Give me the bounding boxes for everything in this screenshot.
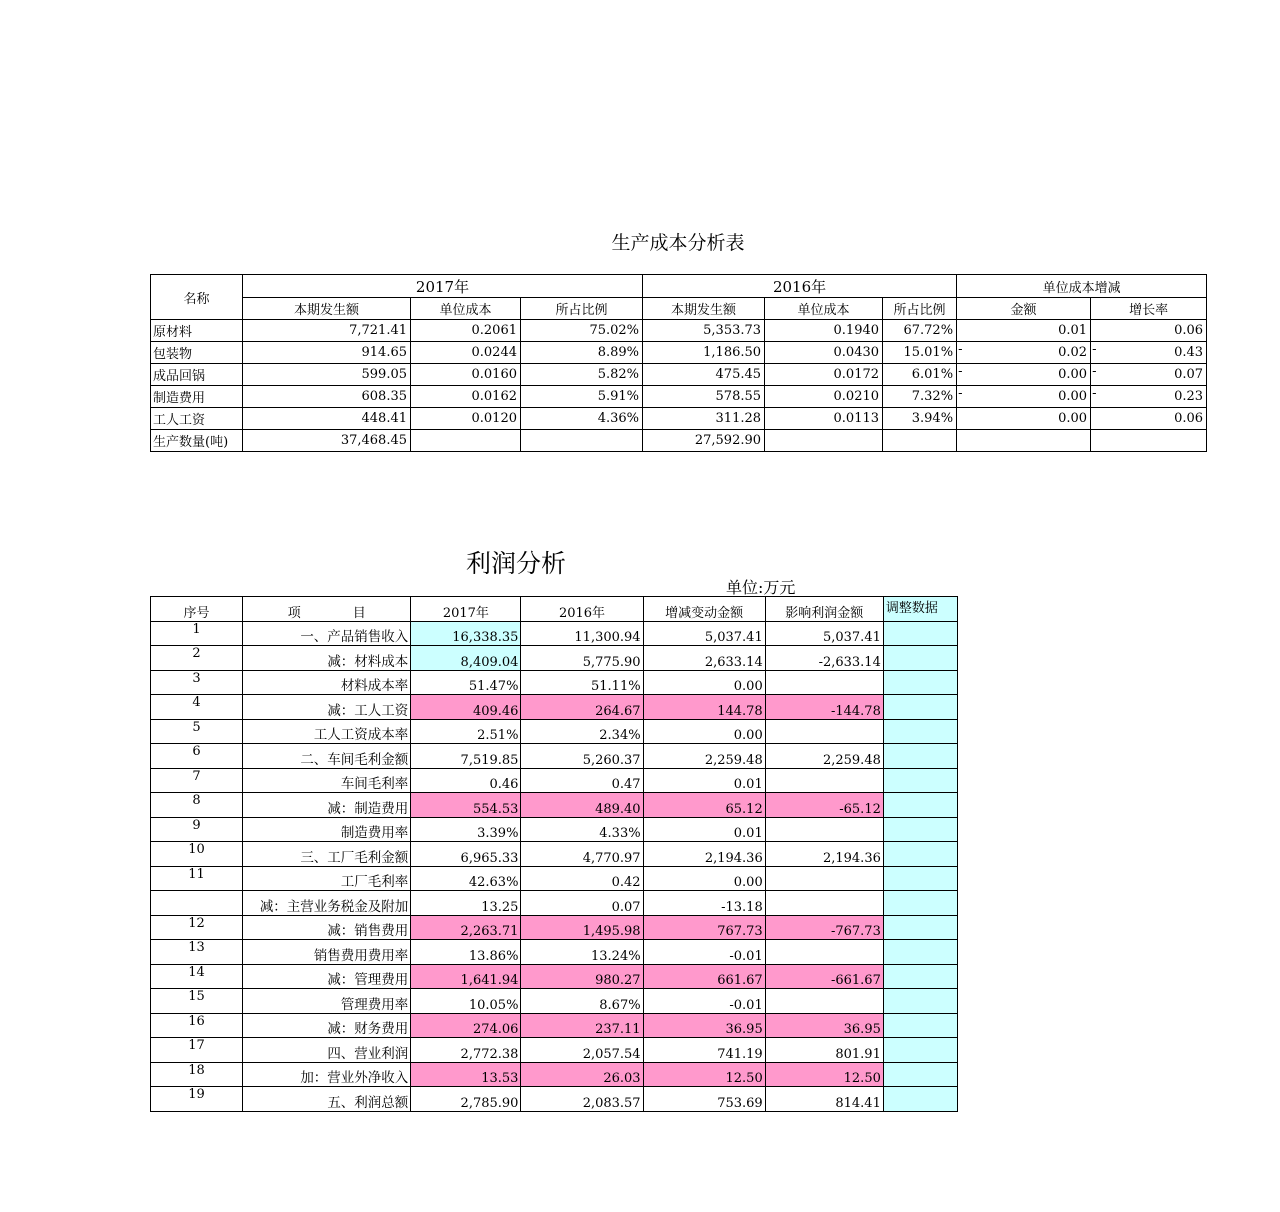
profit-row — [151, 744, 958, 769]
profit-impact-cell — [765, 940, 883, 965]
seq-cell: 1 — [151, 621, 243, 646]
seq-cell: 16 — [151, 1013, 243, 1038]
profit-row — [151, 1013, 958, 1038]
item-cell: 减：制造费用 — [243, 793, 411, 818]
profit-row — [151, 719, 958, 744]
change-amount-cell: 65.12 — [643, 793, 765, 818]
value-2016-cell: 2.34% — [521, 719, 643, 744]
value-2017-cell: 6,965.33 — [411, 842, 521, 867]
amount-2016-cell: 1,186.50 — [643, 342, 765, 364]
value-2017-cell: 42.63% — [411, 866, 521, 891]
cost-name-cell: 包装物 — [151, 342, 243, 364]
amount-2017-cell: 7,721.41 — [243, 320, 411, 342]
adjust-data-cell[interactable] — [883, 695, 957, 720]
change-amount-cell: 12.50 — [643, 1062, 765, 1087]
cost-row — [151, 408, 1207, 430]
profit-impact-cell: 36.95 — [765, 1013, 883, 1038]
sub-header: 金额 — [957, 298, 1091, 320]
value-2016-cell: 8.67% — [521, 989, 643, 1014]
item-cell: 减：主营业务税金及附加 — [243, 891, 411, 916]
profit-row — [151, 866, 958, 891]
adjust-data-cell[interactable] — [883, 964, 957, 989]
item-cell: 管理费用率 — [243, 989, 411, 1014]
seq-cell: 14 — [151, 964, 243, 989]
item-cell: 工人工资成本率 — [243, 719, 411, 744]
value-2017-cell: 1,641.94 — [411, 964, 521, 989]
change-amount-cell: 36.95 — [643, 1013, 765, 1038]
profit-row — [151, 842, 958, 867]
amount-2017-cell: 914.65 — [243, 342, 411, 364]
profit-impact-cell: -65.12 — [765, 793, 883, 818]
name-header: 名称 — [151, 275, 243, 320]
profit-impact-cell: -2,633.14 — [765, 646, 883, 671]
amount-2017-cell: 599.05 — [243, 364, 411, 386]
profit-row — [151, 646, 958, 671]
change-amount-cell: -13.18 — [643, 891, 765, 916]
amount-2016-cell: 578.55 — [643, 386, 765, 408]
profit-impact-cell: 5,037.41 — [765, 621, 883, 646]
profit-impact-cell — [765, 670, 883, 695]
cost-name-cell: 工人工资 — [151, 408, 243, 430]
amount-2017-cell: 608.35 — [243, 386, 411, 408]
adjust-data-cell[interactable] — [883, 768, 957, 793]
amount-2016-cell: 311.28 — [643, 408, 765, 430]
change-amount-cell: 2,259.48 — [643, 744, 765, 769]
adjust-data-cell[interactable] — [883, 989, 957, 1014]
value-2017-cell: 13.53 — [411, 1062, 521, 1087]
cost-name-cell: 成品回锅 — [151, 364, 243, 386]
value-2017-cell: 13.86% — [411, 940, 521, 965]
value-2017-cell: 51.47% — [411, 670, 521, 695]
profit-row — [151, 915, 958, 940]
adjust-data-cell[interactable] — [883, 621, 957, 646]
cost-row — [151, 364, 1207, 386]
value-2017-cell: 13.25 — [411, 891, 521, 916]
item-header: 项 目 — [243, 597, 411, 622]
item-cell: 四、营业利润 — [243, 1038, 411, 1063]
unit-cost-2017-cell: 0.2061 — [411, 320, 521, 342]
seq-cell: 8 — [151, 793, 243, 818]
change-amount-cell: 767.73 — [643, 915, 765, 940]
qty-row — [151, 430, 1207, 452]
growth-rate-cell: - 0.43 — [1091, 342, 1207, 364]
growth-rate-cell: - 0.07 — [1091, 364, 1207, 386]
seq-cell: 7 — [151, 768, 243, 793]
item-cell: 工厂毛利率 — [243, 866, 411, 891]
qty-name-cell: 生产数量(吨) — [151, 430, 243, 452]
profit-row — [151, 817, 958, 842]
item-cell: 减：财务费用 — [243, 1013, 411, 1038]
year-2017-header: 2017年 — [411, 597, 521, 622]
item-cell: 减：材料成本 — [243, 646, 411, 671]
unit-cost-2017-cell: 0.0120 — [411, 408, 521, 430]
qty-2016-cell: 27,592.90 — [643, 430, 765, 452]
change-amount-cell: 753.69 — [643, 1087, 765, 1112]
value-2016-cell: 5,775.90 — [521, 646, 643, 671]
adjust-data-cell[interactable] — [883, 915, 957, 940]
seq-cell: 3 — [151, 670, 243, 695]
unit-cost-2016-cell: 0.0430 — [765, 342, 883, 364]
adjust-data-cell[interactable] — [883, 670, 957, 695]
cost-row — [151, 342, 1207, 364]
profit-table-title: 利润分析 — [466, 549, 567, 578]
value-2017-cell: 0.46 — [411, 768, 521, 793]
item-cell: 车间毛利率 — [243, 768, 411, 793]
year-2017-header: 2017年 — [243, 275, 643, 298]
growth-rate-cell: - 0.23 — [1091, 386, 1207, 408]
change-amount-cell: 0.00 — [643, 866, 765, 891]
change-amount-cell: 0.00 — [957, 408, 1091, 430]
change-amount-cell: -0.01 — [643, 940, 765, 965]
seq-cell: 10 — [151, 842, 243, 867]
change-amount-cell: - 0.00 — [957, 386, 1091, 408]
value-2017-cell: 8,409.04 — [411, 646, 521, 671]
change-amount-cell: 0.01 — [957, 320, 1091, 342]
cost-row — [151, 320, 1207, 342]
unit-cost-2016-cell: 0.0210 — [765, 386, 883, 408]
empty-cell — [765, 430, 883, 452]
change-amount-cell: 144.78 — [643, 695, 765, 720]
profit-impact-cell — [765, 719, 883, 744]
change-amount-cell: 0.00 — [643, 719, 765, 744]
item-cell: 二、车间毛利金额 — [243, 744, 411, 769]
seq-cell: 2 — [151, 646, 243, 671]
seq-cell: 12 — [151, 915, 243, 940]
item-cell: 三、工厂毛利金额 — [243, 842, 411, 867]
seq-cell: 5 — [151, 719, 243, 744]
seq-cell: 13 — [151, 940, 243, 965]
value-2017-cell: 274.06 — [411, 1013, 521, 1038]
profit-analysis-table — [150, 596, 958, 1112]
item-cell: 材料成本率 — [243, 670, 411, 695]
amount-2016-cell: 5,353.73 — [643, 320, 765, 342]
value-2016-cell: 489.40 — [521, 793, 643, 818]
profit-impact-cell — [765, 768, 883, 793]
year-2016-header: 2016年 — [521, 597, 643, 622]
adjust-data-cell[interactable] — [883, 1062, 957, 1087]
year-2016-header: 2016年 — [643, 275, 957, 298]
adjust-data-cell[interactable] — [883, 891, 957, 916]
seq-cell: 11 — [151, 866, 243, 891]
ratio-2017-cell: 4.36% — [521, 408, 643, 430]
adjust-data-cell[interactable] — [883, 1038, 957, 1063]
unit-cost-2017-cell: 0.0244 — [411, 342, 521, 364]
item-cell: 销售费用费用率 — [243, 940, 411, 965]
change-amount-cell: - 0.00 — [957, 364, 1091, 386]
value-2016-cell: 26.03 — [521, 1062, 643, 1087]
empty-cell — [883, 430, 957, 452]
profit-impact-cell: 12.50 — [765, 1062, 883, 1087]
value-2016-cell: 2,083.57 — [521, 1087, 643, 1112]
value-2016-cell: 2,057.54 — [521, 1038, 643, 1063]
seq-cell: 6 — [151, 744, 243, 769]
adjust-data-cell[interactable] — [883, 744, 957, 769]
empty-cell — [1091, 430, 1207, 452]
item-cell: 一、产品销售收入 — [243, 621, 411, 646]
seq-cell: 4 — [151, 695, 243, 720]
value-2016-cell: 11,300.94 — [521, 621, 643, 646]
change-amount-header: 增减变动金额 — [643, 597, 765, 622]
seq-cell: 15 — [151, 989, 243, 1014]
unit-cost-change-header: 单位成本增减 — [957, 275, 1207, 298]
ratio-2016-cell: 3.94% — [883, 408, 957, 430]
value-2017-cell: 16,338.35 — [411, 621, 521, 646]
item-cell: 制造费用率 — [243, 817, 411, 842]
profit-row — [151, 793, 958, 818]
adjust-data-cell[interactable] — [883, 646, 957, 671]
value-2017-cell: 2,263.71 — [411, 915, 521, 940]
ratio-2016-cell: 67.72% — [883, 320, 957, 342]
value-2017-cell: 409.46 — [411, 695, 521, 720]
cost-name-cell: 原材料 — [151, 320, 243, 342]
change-amount-cell: 5,037.41 — [643, 621, 765, 646]
change-amount-cell: - 0.02 — [957, 342, 1091, 364]
growth-rate-cell: 0.06 — [1091, 320, 1207, 342]
sub-header: 本期发生额 — [243, 298, 411, 320]
profit-row — [151, 621, 958, 646]
profit-row — [151, 989, 958, 1014]
change-amount-cell: 2,194.36 — [643, 842, 765, 867]
value-2017-cell: 554.53 — [411, 793, 521, 818]
ratio-2017-cell: 5.91% — [521, 386, 643, 408]
sub-header: 本期发生额 — [643, 298, 765, 320]
profit-row — [151, 695, 958, 720]
profit-impact-cell — [765, 989, 883, 1014]
value-2016-cell: 0.42 — [521, 866, 643, 891]
seq-cell — [151, 891, 243, 916]
adjust-data-cell[interactable] — [883, 866, 957, 891]
value-2017-cell: 2,785.90 — [411, 1087, 521, 1112]
value-2016-cell: 4,770.97 — [521, 842, 643, 867]
adjust-data-cell[interactable] — [883, 793, 957, 818]
change-amount-cell: 661.67 — [643, 964, 765, 989]
profit-impact-cell — [765, 817, 883, 842]
adjust-data-cell[interactable] — [883, 719, 957, 744]
ratio-2017-cell: 75.02% — [521, 320, 643, 342]
profit-impact-cell: -144.78 — [765, 695, 883, 720]
value-2016-cell: 13.24% — [521, 940, 643, 965]
change-amount-cell: 0.01 — [643, 768, 765, 793]
sub-header: 所占比例 — [883, 298, 957, 320]
value-2016-cell: 5,260.37 — [521, 744, 643, 769]
value-2017-cell: 2.51% — [411, 719, 521, 744]
profit-impact-cell: -767.73 — [765, 915, 883, 940]
value-2016-cell: 0.47 — [521, 768, 643, 793]
profit-impact-header: 影响利润金额 — [765, 597, 883, 622]
profit-row — [151, 768, 958, 793]
change-amount-cell: 0.01 — [643, 817, 765, 842]
profit-row — [151, 670, 958, 695]
change-amount-cell: 0.00 — [643, 670, 765, 695]
amount-2016-cell: 475.45 — [643, 364, 765, 386]
unit-cost-2017-cell: 0.0160 — [411, 364, 521, 386]
ratio-2016-cell: 15.01% — [883, 342, 957, 364]
unit-cost-2017-cell: 0.0162 — [411, 386, 521, 408]
unit-label: 单位:万元 — [726, 578, 796, 597]
item-cell: 五、利润总额 — [243, 1087, 411, 1112]
adjust-data-cell[interactable] — [883, 842, 957, 867]
cost-name-cell: 制造费用 — [151, 386, 243, 408]
seq-cell: 18 — [151, 1062, 243, 1087]
value-2016-cell: 0.07 — [521, 891, 643, 916]
profit-row — [151, 1062, 958, 1087]
change-amount-cell: 2,633.14 — [643, 646, 765, 671]
profit-impact-cell: 2,259.48 — [765, 744, 883, 769]
profit-row — [151, 891, 958, 916]
profit-impact-cell: 801.91 — [765, 1038, 883, 1063]
profit-row — [151, 964, 958, 989]
seq-header: 序号 — [151, 597, 243, 622]
adjust-data-cell[interactable] — [883, 1013, 957, 1038]
item-cell: 减：工人工资 — [243, 695, 411, 720]
change-amount-cell: 741.19 — [643, 1038, 765, 1063]
profit-row — [151, 1038, 958, 1063]
cost-row — [151, 386, 1207, 408]
adjust-data-header: 调整数据 — [883, 597, 957, 622]
empty-cell — [411, 430, 521, 452]
value-2016-cell: 237.11 — [521, 1013, 643, 1038]
qty-2017-cell: 37,468.45 — [243, 430, 411, 452]
cost-analysis-table — [150, 274, 1207, 452]
unit-cost-2016-cell: 0.0172 — [765, 364, 883, 386]
profit-impact-cell — [765, 866, 883, 891]
item-cell: 减：管理费用 — [243, 964, 411, 989]
value-2017-cell: 10.05% — [411, 989, 521, 1014]
empty-cell — [957, 430, 1091, 452]
value-2016-cell: 51.11% — [521, 670, 643, 695]
seq-cell: 19 — [151, 1087, 243, 1112]
value-2017-cell: 7,519.85 — [411, 744, 521, 769]
sub-header: 单位成本 — [411, 298, 521, 320]
ratio-2016-cell: 7.32% — [883, 386, 957, 408]
value-2016-cell: 1,495.98 — [521, 915, 643, 940]
amount-2017-cell: 448.41 — [243, 408, 411, 430]
cost-table-title: 生产成本分析表 — [611, 232, 745, 254]
sub-header: 增长率 — [1091, 298, 1207, 320]
empty-cell — [521, 430, 643, 452]
adjust-data-cell[interactable] — [883, 817, 957, 842]
profit-impact-cell: -661.67 — [765, 964, 883, 989]
value-2017-cell: 2,772.38 — [411, 1038, 521, 1063]
item-cell: 减：销售费用 — [243, 915, 411, 940]
seq-cell: 17 — [151, 1038, 243, 1063]
adjust-data-cell[interactable] — [883, 940, 957, 965]
ratio-2017-cell: 8.89% — [521, 342, 643, 364]
ratio-2016-cell: 6.01% — [883, 364, 957, 386]
seq-cell: 9 — [151, 817, 243, 842]
change-amount-cell: -0.01 — [643, 989, 765, 1014]
profit-impact-cell: 2,194.36 — [765, 842, 883, 867]
sub-header: 单位成本 — [765, 298, 883, 320]
value-2016-cell: 4.33% — [521, 817, 643, 842]
value-2016-cell: 264.67 — [521, 695, 643, 720]
unit-cost-2016-cell: 0.0113 — [765, 408, 883, 430]
unit-cost-2016-cell: 0.1940 — [765, 320, 883, 342]
growth-rate-cell: 0.06 — [1091, 408, 1207, 430]
ratio-2017-cell: 5.82% — [521, 364, 643, 386]
profit-impact-cell: 814.41 — [765, 1087, 883, 1112]
adjust-data-cell[interactable] — [883, 1087, 957, 1112]
profit-impact-cell — [765, 891, 883, 916]
sub-header: 所占比例 — [521, 298, 643, 320]
profit-row — [151, 940, 958, 965]
value-2016-cell: 980.27 — [521, 964, 643, 989]
value-2017-cell: 3.39% — [411, 817, 521, 842]
profit-row — [151, 1087, 958, 1112]
item-cell: 加：营业外净收入 — [243, 1062, 411, 1087]
